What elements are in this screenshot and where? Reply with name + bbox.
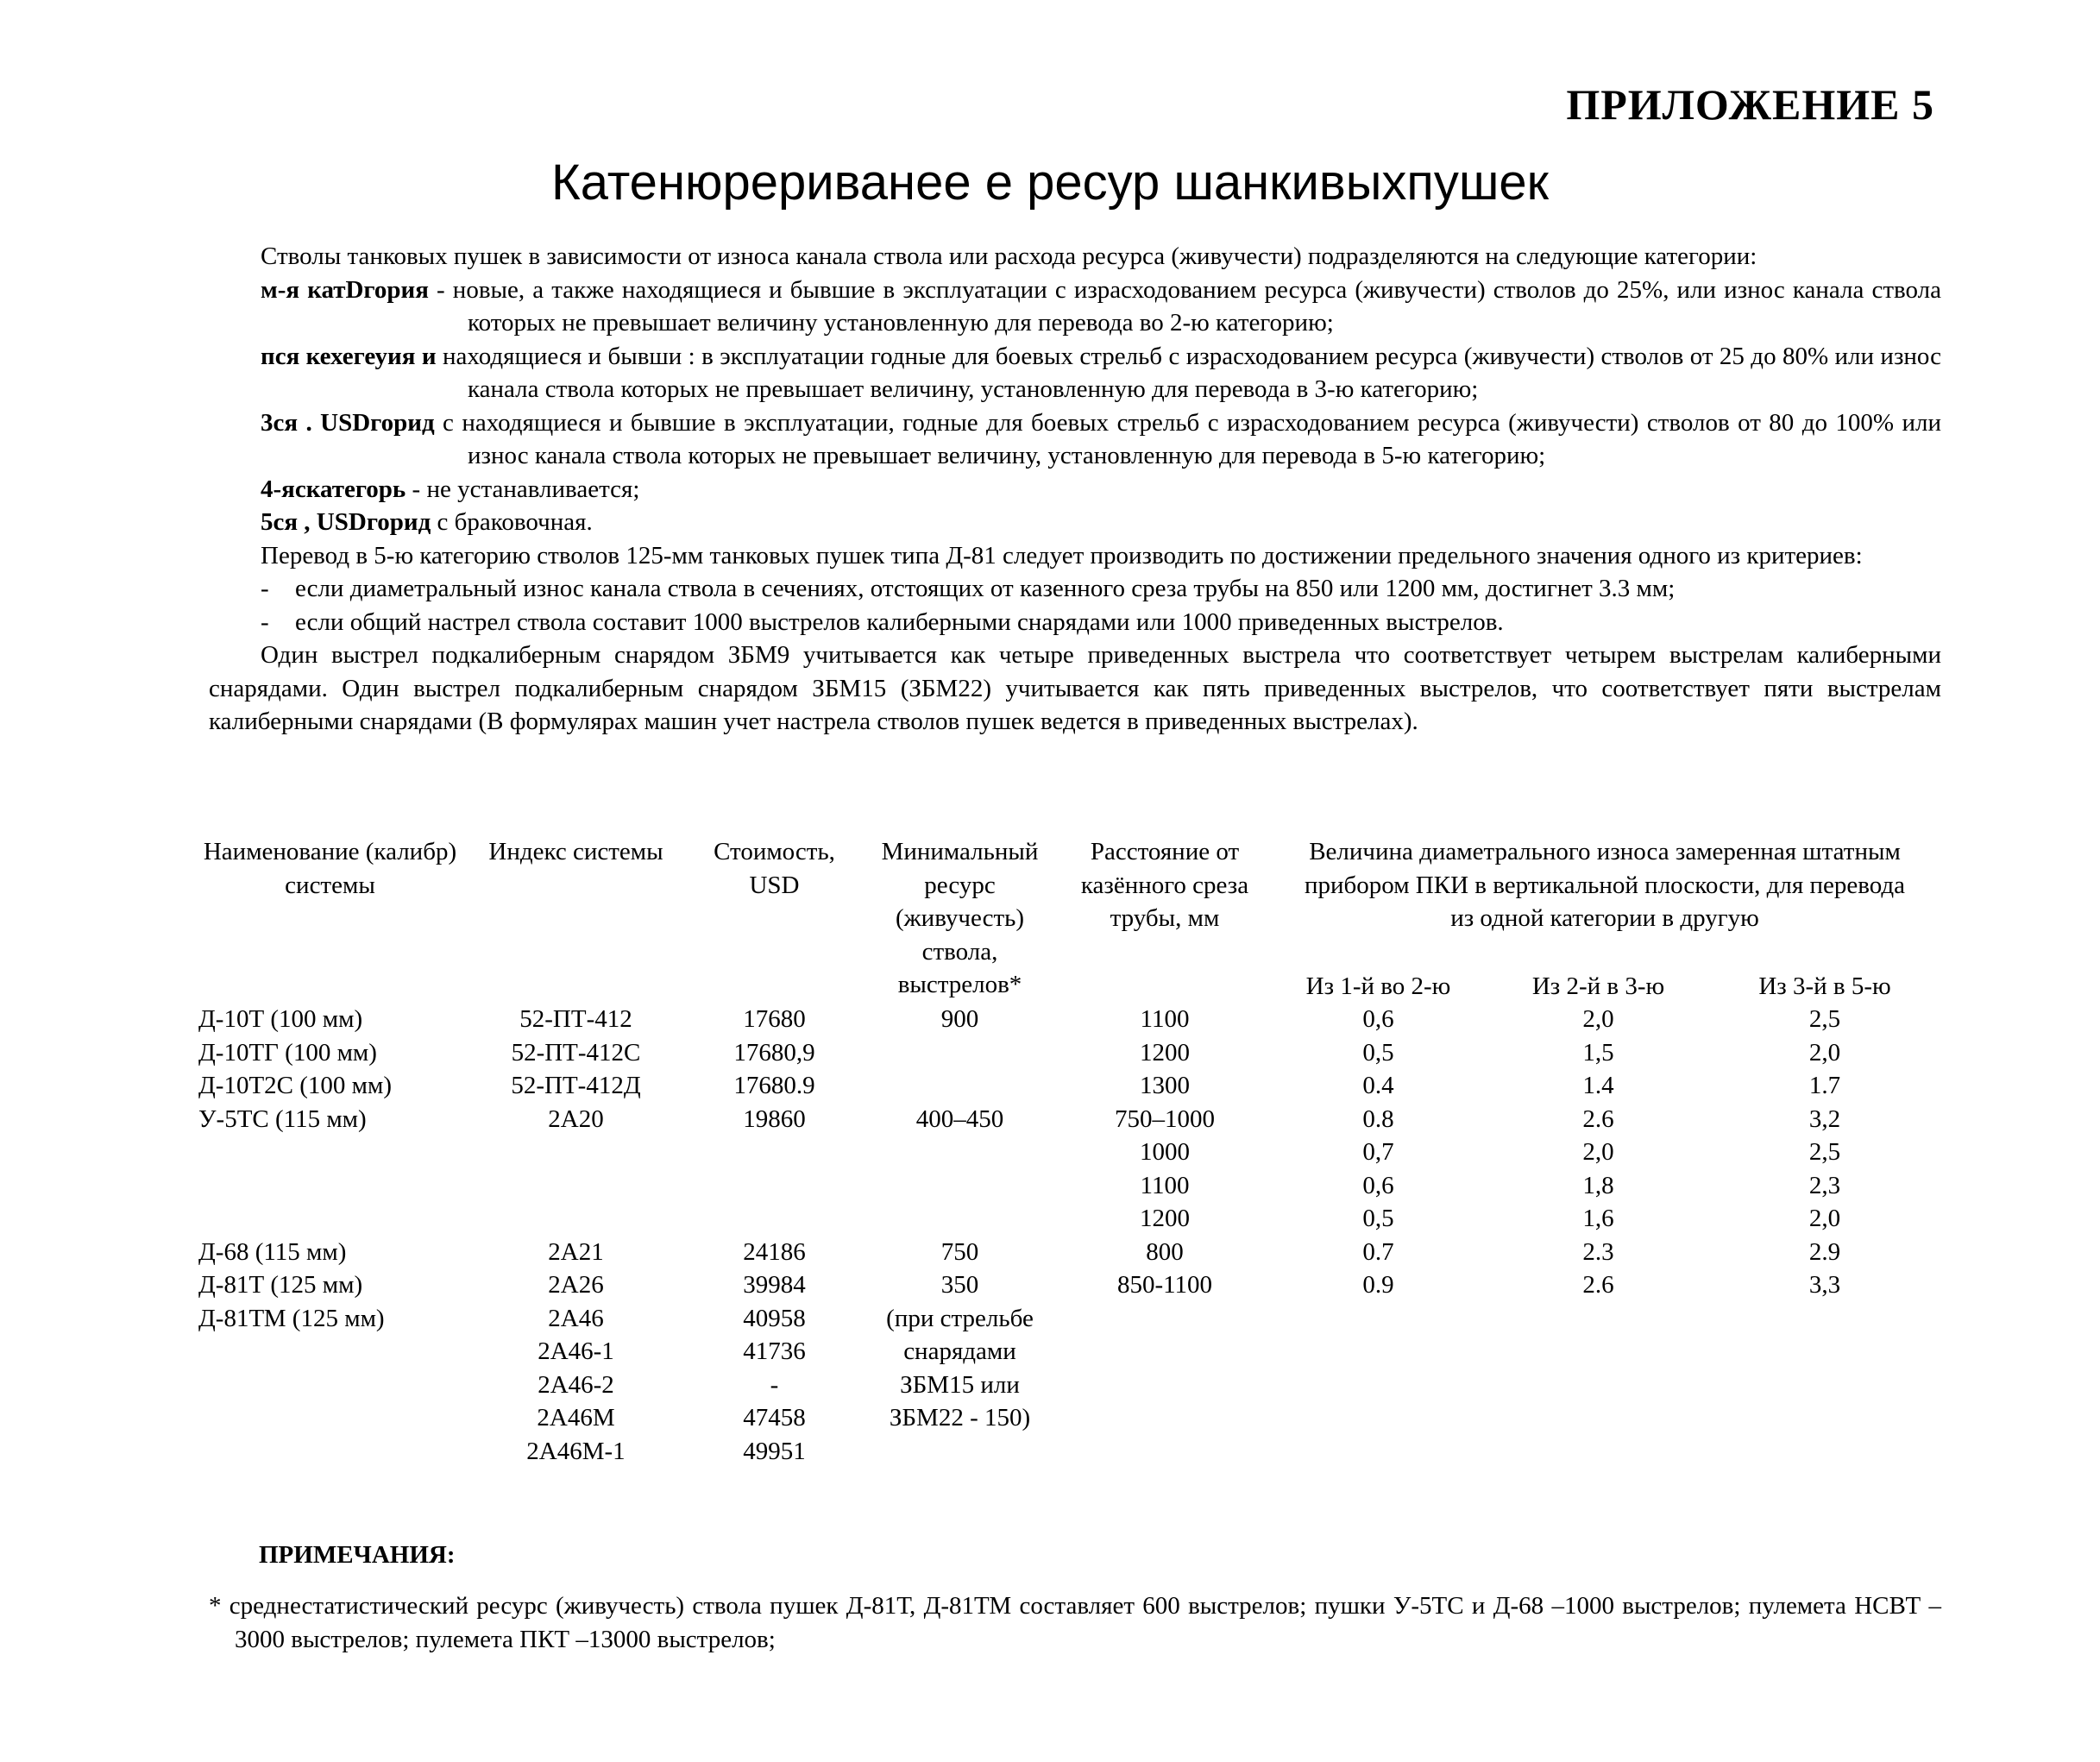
cell-cost: 41736	[743, 1337, 806, 1365]
table-row	[198, 1103, 1941, 1136]
cell-distance	[1061, 1435, 1268, 1469]
cell-wear-1-2	[1268, 1302, 1488, 1336]
cell-index: 52-ПТ-412С	[511, 1038, 641, 1067]
shot-paragraph: Один выстрел подкалиберным снарядом ЗБМ9 учитывается как четыре приведенных выстрела что соответствует четырем выстрелам калиберными снарядами. Один выстрел подкалиберным снарядом ЗБМ15 (ЗБМ22) учитывается как пять приведенных выстрелов, что соответствует пяти выстрелам калиберными снарядами (В формулярах машин учет настрела стволов пушек ведется в приведенных выстрелах).	[209, 641, 1941, 735]
cell-name: Д-10Т2С (100 мм)	[198, 1072, 393, 1099]
cell-wear-3-5	[1708, 1302, 1941, 1336]
cell-index	[462, 1136, 690, 1169]
cell-wear-3-5	[1708, 1369, 1941, 1402]
header-wear-1-2: Из 1-й во 2-ю	[1305, 972, 1451, 1000]
cell-index: 2А26	[548, 1271, 604, 1299]
table-row	[198, 1136, 1941, 1169]
cell-cost	[690, 1169, 858, 1203]
cell-resource	[858, 1169, 1061, 1203]
cell-cost: 19860	[743, 1104, 806, 1133]
category-item: 4-яскатегорь - не устанавливается;	[261, 475, 640, 503]
cell-wear-1-2: 0,5	[1362, 1038, 1394, 1067]
cell-distance: 1100	[1140, 1005, 1190, 1033]
table-row	[198, 1435, 1941, 1469]
cell-wear-1-2	[1268, 1401, 1488, 1435]
criterion-item	[209, 572, 1941, 606]
cell-name	[198, 1169, 462, 1203]
cell-index: 2А46-2	[538, 1370, 614, 1399]
notes-list	[209, 1589, 1941, 1656]
cell-wear-2-3: 2,0	[1582, 1138, 1614, 1166]
category-definition: новые, а также находящиеся и бывшие в эксплуатации с израсходованием ресурса (живучести) стволов до 25%, или износ канала ствола которых не превышает величину установленную для перевода во 2-ю категорию;	[452, 275, 1942, 337]
cell-cost: 49951	[743, 1437, 806, 1465]
cell-distance: 850-1100	[1116, 1271, 1213, 1299]
cell-wear-2-3	[1488, 1435, 1708, 1469]
cell-resource	[858, 1136, 1061, 1169]
cell-wear-1-2: 0,6	[1362, 1171, 1394, 1199]
cell-resource: ЗБМ22 - 150)	[889, 1404, 1031, 1432]
category-definition: не устанавливается;	[426, 475, 640, 503]
cell-wear-2-3: 1,5	[1582, 1038, 1614, 1067]
category-term: пся кехегеуия и	[261, 342, 437, 370]
cell-resource	[858, 1069, 1061, 1103]
table-row	[198, 1268, 1941, 1302]
cell-wear-1-2: 0.7	[1362, 1237, 1394, 1266]
cell-resource: 900	[940, 1005, 979, 1033]
criterion-text: если общий настрел ствола составит 1000 выстрелов калиберными снарядами или 1000 приведенных выстрелов.	[295, 607, 1504, 636]
cell-resource: снарядами	[903, 1337, 1016, 1365]
header-cost: Стоимость, USD	[714, 838, 835, 899]
category-item	[209, 506, 1941, 539]
cell-name: Д-10Т (100 мм)	[198, 1005, 363, 1033]
cell-wear-2-3: 1,8	[1582, 1171, 1614, 1199]
cell-wear-1-2: 0.9	[1362, 1271, 1394, 1299]
cell-name	[198, 1202, 462, 1236]
header-wear-3-5: Из 3-й в 5-ю	[1758, 972, 1891, 1000]
cell-resource	[858, 1435, 1061, 1469]
cell-index	[462, 1169, 690, 1203]
cell-wear-1-2: 0,5	[1362, 1205, 1394, 1232]
cell-distance	[1061, 1369, 1268, 1402]
criterion-text: если диаметральный износ канала ствола в сечениях, отстоящих от казенного среза трубы на 850 или 1200 мм, достигнет 3.3 мм;	[295, 575, 1676, 602]
table-row	[198, 1236, 1941, 1269]
appendix-label: ПРИЛОЖЕНИЕ 5	[1566, 80, 1934, 129]
category-term: 5ся , USDгорид	[261, 508, 431, 536]
table-body	[198, 1003, 1941, 1468]
cell-wear-1-2: 0,7	[1362, 1138, 1394, 1166]
category-definition: с браковочная.	[437, 508, 593, 536]
header-index: Индекс системы	[488, 838, 663, 865]
cell-wear-2-3: 2.3	[1582, 1237, 1614, 1266]
cell-wear-2-3	[1488, 1369, 1708, 1402]
cell-cost: 47458	[743, 1404, 806, 1432]
cell-cost: 39984	[743, 1271, 806, 1299]
cell-resource: 400–450	[915, 1104, 1004, 1133]
table-row	[198, 1369, 1941, 1402]
cell-cost: 17680	[743, 1005, 806, 1033]
cell-index: 2А46-1	[538, 1337, 614, 1365]
cell-wear-1-2	[1268, 1369, 1488, 1402]
cell-wear-1-2	[1268, 1335, 1488, 1369]
cell-resource: 350	[940, 1271, 979, 1299]
cell-name: У-5ТС (115 мм)	[198, 1104, 367, 1133]
cell-distance: 1200	[1140, 1205, 1190, 1232]
cell-wear-3-5	[1708, 1335, 1941, 1369]
cell-wear-2-3	[1488, 1335, 1708, 1369]
cell-name	[198, 1435, 462, 1469]
cell-index: 2А46М-1	[526, 1437, 626, 1465]
cell-wear-3-5: 2,5	[1808, 1005, 1841, 1033]
cell-distance: 800	[1146, 1237, 1184, 1266]
cell-distance	[1061, 1401, 1268, 1435]
category-list	[209, 274, 1941, 539]
cell-cost: 40958	[743, 1304, 806, 1332]
cell-distance: 1200	[1140, 1038, 1190, 1067]
cell-wear-3-5: 3,2	[1808, 1104, 1841, 1133]
category-item	[209, 340, 1941, 406]
cell-resource	[858, 1202, 1061, 1236]
document-body	[209, 240, 1941, 739]
cell-cost: 17680,9	[733, 1038, 815, 1067]
table-row	[198, 1302, 1941, 1336]
cell-distance: 750–1000	[1115, 1104, 1215, 1133]
cell-index: 52-ПТ-412	[519, 1005, 632, 1033]
cell-cost	[690, 1202, 858, 1236]
notes-title: ПРИМЕЧАНИЯ:	[259, 1541, 456, 1569]
cell-wear-2-3: 2,0	[1582, 1005, 1614, 1033]
header-distance: Расстояние от казённого среза трубы, мм	[1080, 838, 1249, 932]
dash-marker: -	[261, 575, 269, 602]
header-name: Наименование (калибр) системы	[203, 838, 457, 899]
cell-wear-3-5: 2,0	[1808, 1205, 1841, 1232]
cell-name	[198, 1335, 462, 1369]
category-definition: с находящиеся и бывшие в эксплуатации, годные для боевых стрельб с израсходованием ресурса (живучести) стволов от 80 до 100% или износ канала ствола которых не превышает величину, установленную для перевода в 5-ю категорию;	[443, 408, 1941, 469]
cell-wear-2-3	[1488, 1302, 1708, 1336]
category-definition: находящиеся и бывши : в эксплуатации годные для боевых стрельб с израсходованием ресурса (живучести) стволов от 25 до 80% или износ канала ствола которых не превышает величину, установленную для перевода в 3-ю категорию;	[442, 342, 1942, 403]
cell-name	[198, 1136, 462, 1169]
cell-wear-3-5: 2.9	[1808, 1237, 1841, 1266]
cell-wear-1-2: 0.8	[1362, 1104, 1394, 1133]
cell-wear-3-5: 1.7	[1808, 1072, 1841, 1099]
transfer-paragraph: Перевод в 5-ю категорию стволов 125-мм танковых пушек типа Д-81 следует производить по достижении предельного значения одного из критериев:	[261, 541, 1863, 570]
note-item: * среднестатистический ресурс (живучесть) ствола пушек Д-81Т, Д-81ТМ составляет 600 выстрелов; пушки У-5ТС и Д-68 –1000 выстрелов; пулемета НСВТ –3000 выстрелов; пулемета ПКТ –13000 выстрелов;	[209, 1592, 1941, 1653]
category-term: 4-яскатегорь	[261, 475, 406, 503]
page-title: Катенюрериванее е ресур шанкивыхпушек	[551, 154, 1549, 211]
table-row	[198, 1169, 1941, 1203]
cell-wear-1-2: 0,6	[1362, 1005, 1394, 1033]
criterion-item	[209, 606, 1941, 639]
table-header-row	[198, 835, 1941, 970]
cell-cost: -	[770, 1370, 779, 1399]
cell-index: 2А20	[548, 1104, 604, 1133]
table-row	[198, 1335, 1941, 1369]
table-row	[198, 1036, 1941, 1070]
cell-wear-3-5: 2,5	[1808, 1138, 1841, 1166]
cell-distance	[1061, 1335, 1268, 1369]
cell-name: Д-10ТГ (100 мм)	[198, 1038, 377, 1067]
cell-index: 2А46	[548, 1304, 604, 1332]
cell-wear-2-3: 2.6	[1582, 1104, 1614, 1133]
cell-name	[198, 1369, 462, 1402]
cell-wear-1-2	[1268, 1435, 1488, 1469]
cell-wear-2-3	[1488, 1401, 1708, 1435]
table-row	[198, 1069, 1941, 1103]
intro-paragraph: Стволы танковых пушек в зависимости от износа канала ствола или расхода ресурса (живучести) подразделяются на следующие категории:	[261, 242, 1757, 270]
gun-resource-table	[198, 835, 1941, 1468]
dash-marker: -	[261, 607, 269, 636]
category-item: м-я катDгория - новые, а также находящиеся и бывшие в эксплуатации с израсходованием ресурса (живучести) стволов до 25%, или износ канала ствола которых не превышает величину установленную для перевода во 2-ю категорию;	[261, 275, 1942, 337]
cell-cost: 17680.9	[733, 1072, 815, 1099]
header-wear: Величина диаметрального износа замеренная штатным прибором ПКИ в вертикальной плоскости, для перевода из одной категории в другую	[1304, 838, 1906, 932]
cell-distance: 1000	[1140, 1138, 1190, 1166]
cell-cost: 24186	[743, 1237, 806, 1266]
cell-wear-1-2: 0.4	[1362, 1072, 1394, 1099]
cell-wear-2-3: 2.6	[1582, 1271, 1614, 1299]
cell-name	[198, 1401, 462, 1435]
table-row	[198, 1202, 1941, 1236]
cell-wear-3-5: 2,0	[1808, 1038, 1841, 1067]
cell-resource: (при стрельбе	[886, 1304, 1034, 1332]
cell-wear-3-5	[1708, 1401, 1941, 1435]
table-row	[198, 1003, 1941, 1036]
table-row	[198, 1401, 1941, 1435]
cell-wear-3-5: 3,3	[1808, 1271, 1841, 1299]
cell-index	[462, 1202, 690, 1236]
cell-index: 2А46М	[537, 1404, 615, 1432]
header-resource: Минимальный ресурс (живучесть) ствола, выстрелов*	[881, 838, 1039, 998]
cell-name: Д-81Т (125 мм)	[198, 1271, 363, 1299]
category-item	[209, 406, 1941, 473]
cell-wear-2-3: 1,6	[1582, 1205, 1614, 1232]
cell-name: Д-81ТМ (125 мм)	[198, 1304, 385, 1332]
cell-index: 52-ПТ-412Д	[511, 1072, 641, 1099]
cell-resource: ЗБМ15 или	[900, 1370, 1020, 1399]
cell-distance: 1100	[1140, 1171, 1190, 1199]
cell-resource: 750	[940, 1237, 979, 1266]
cell-wear-2-3: 1.4	[1582, 1072, 1614, 1099]
category-term: м-я катDгория	[261, 275, 429, 304]
cell-distance	[1061, 1302, 1268, 1336]
cell-distance: 1300	[1140, 1072, 1190, 1099]
cell-wear-3-5: 2,3	[1808, 1171, 1841, 1199]
cell-name: Д-68 (115 мм)	[198, 1237, 347, 1266]
header-wear-2-3: Из 2-й в 3-ю	[1531, 972, 1665, 1000]
cell-index: 2А21	[548, 1237, 604, 1266]
category-term: 3ся . USDгорид	[261, 408, 435, 437]
cell-wear-3-5	[1708, 1435, 1941, 1469]
cell-resource	[858, 1036, 1061, 1070]
cell-cost	[690, 1136, 858, 1169]
